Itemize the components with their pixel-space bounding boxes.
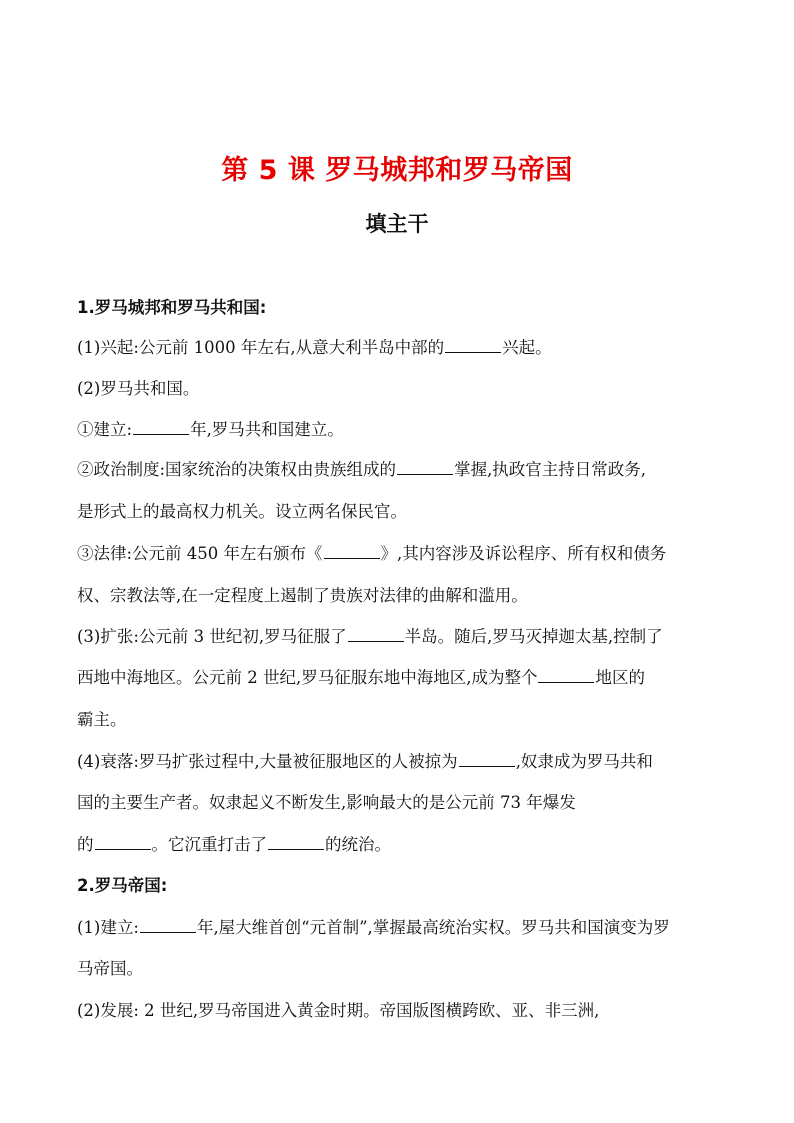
text-segment: 霸主。 — [77, 710, 127, 729]
fill-in-blank[interactable] — [397, 458, 453, 475]
text-segment: (2)发展: 2 世纪,罗马帝国进入黄金时期。帝国版图横跨欧、亚、非三洲, — [77, 1001, 600, 1020]
text-segment: 年,屋大维首创“元首制”,掌握最高统治实权。罗马共和国演变为罗 — [196, 918, 670, 937]
text-segment: ①建立: — [77, 420, 133, 439]
text-line — [77, 999, 727, 1023]
fill-in-blank[interactable] — [133, 418, 189, 435]
text-line — [77, 791, 727, 815]
fill-in-blank[interactable] — [324, 542, 380, 559]
section-subtitle: 填主干 — [365, 212, 429, 236]
fill-in-blank[interactable] — [459, 750, 515, 767]
lesson-title: 第 5 课 罗马城邦和罗马帝国 — [221, 155, 573, 186]
text-segment: 兴起。 — [502, 338, 552, 357]
section-heading — [77, 874, 727, 898]
text-segment: ③法律:公元前 450 年左右颁布《 — [77, 544, 323, 563]
text-segment: 的统治。 — [325, 835, 391, 854]
text-segment: 权、宗教法等,在一定程度上遏制了贵族对法律的曲解和滥用。 — [77, 586, 528, 605]
text-segment: 是形式上的最高权力机关。设立两名保民官。 — [77, 502, 407, 521]
text-segment: 。它沉重打击了 — [151, 835, 267, 854]
text-segment: 年,罗马共和国建立。 — [190, 420, 344, 439]
text-segment: 马帝国。 — [77, 959, 143, 978]
text-line — [77, 957, 727, 981]
text-segment: (3)扩张:公元前 3 世纪初,罗马征服了 — [77, 627, 347, 646]
fill-in-blank[interactable] — [348, 625, 404, 642]
text-segment: ②政治制度:国家统治的决策权由贵族组成的 — [77, 460, 397, 479]
text-line — [77, 377, 727, 401]
text-line — [77, 500, 727, 524]
text-line — [77, 458, 727, 482]
text-line — [77, 708, 727, 732]
fill-in-blank[interactable] — [95, 833, 151, 850]
text-segment: 掌握,执政官主持日常政务, — [454, 460, 647, 479]
text-segment: (1)建立: — [77, 918, 139, 937]
fill-in-blank[interactable] — [538, 666, 594, 683]
text-line — [77, 833, 727, 857]
text-line — [77, 666, 727, 690]
text-segment: 1.罗马城邦和罗马共和国: — [77, 298, 267, 317]
text-segment: 国的主要生产者。奴隶起义不断发生,影响最大的是公元前 73 年爆发 — [77, 793, 576, 812]
text-segment: 半岛。随后,罗马灭掉迦太基,控制了 — [404, 627, 663, 646]
text-line — [77, 625, 727, 649]
text-segment: (4)衰落:罗马扩张过程中,大量被征服地区的人被掠为 — [77, 752, 458, 771]
text-line — [77, 336, 727, 360]
text-segment: (2)罗马共和国。 — [77, 379, 200, 398]
text-line — [77, 916, 727, 940]
fill-in-blank[interactable] — [445, 336, 501, 353]
text-segment: 的 — [77, 835, 94, 854]
fill-in-blank[interactable] — [140, 916, 196, 933]
text-segment: 》,其内容涉及诉讼程序、所有权和债务 — [380, 544, 667, 563]
fill-in-blank[interactable] — [268, 833, 324, 850]
text-segment: ,奴隶成为罗马共和 — [515, 752, 653, 771]
section-heading — [77, 296, 727, 320]
text-line — [77, 418, 727, 442]
text-segment: 西地中海地区。公元前 2 世纪,罗马征服东地中海地区,成为整个 — [77, 668, 538, 687]
text-segment: 2.罗马帝国: — [77, 876, 168, 895]
text-line — [77, 542, 727, 566]
text-segment: (1)兴起:公元前 1000 年左右,从意大利半岛中部的 — [77, 338, 445, 357]
text-segment: 地区的 — [595, 668, 645, 687]
text-line — [77, 750, 727, 774]
text-line — [77, 584, 727, 608]
